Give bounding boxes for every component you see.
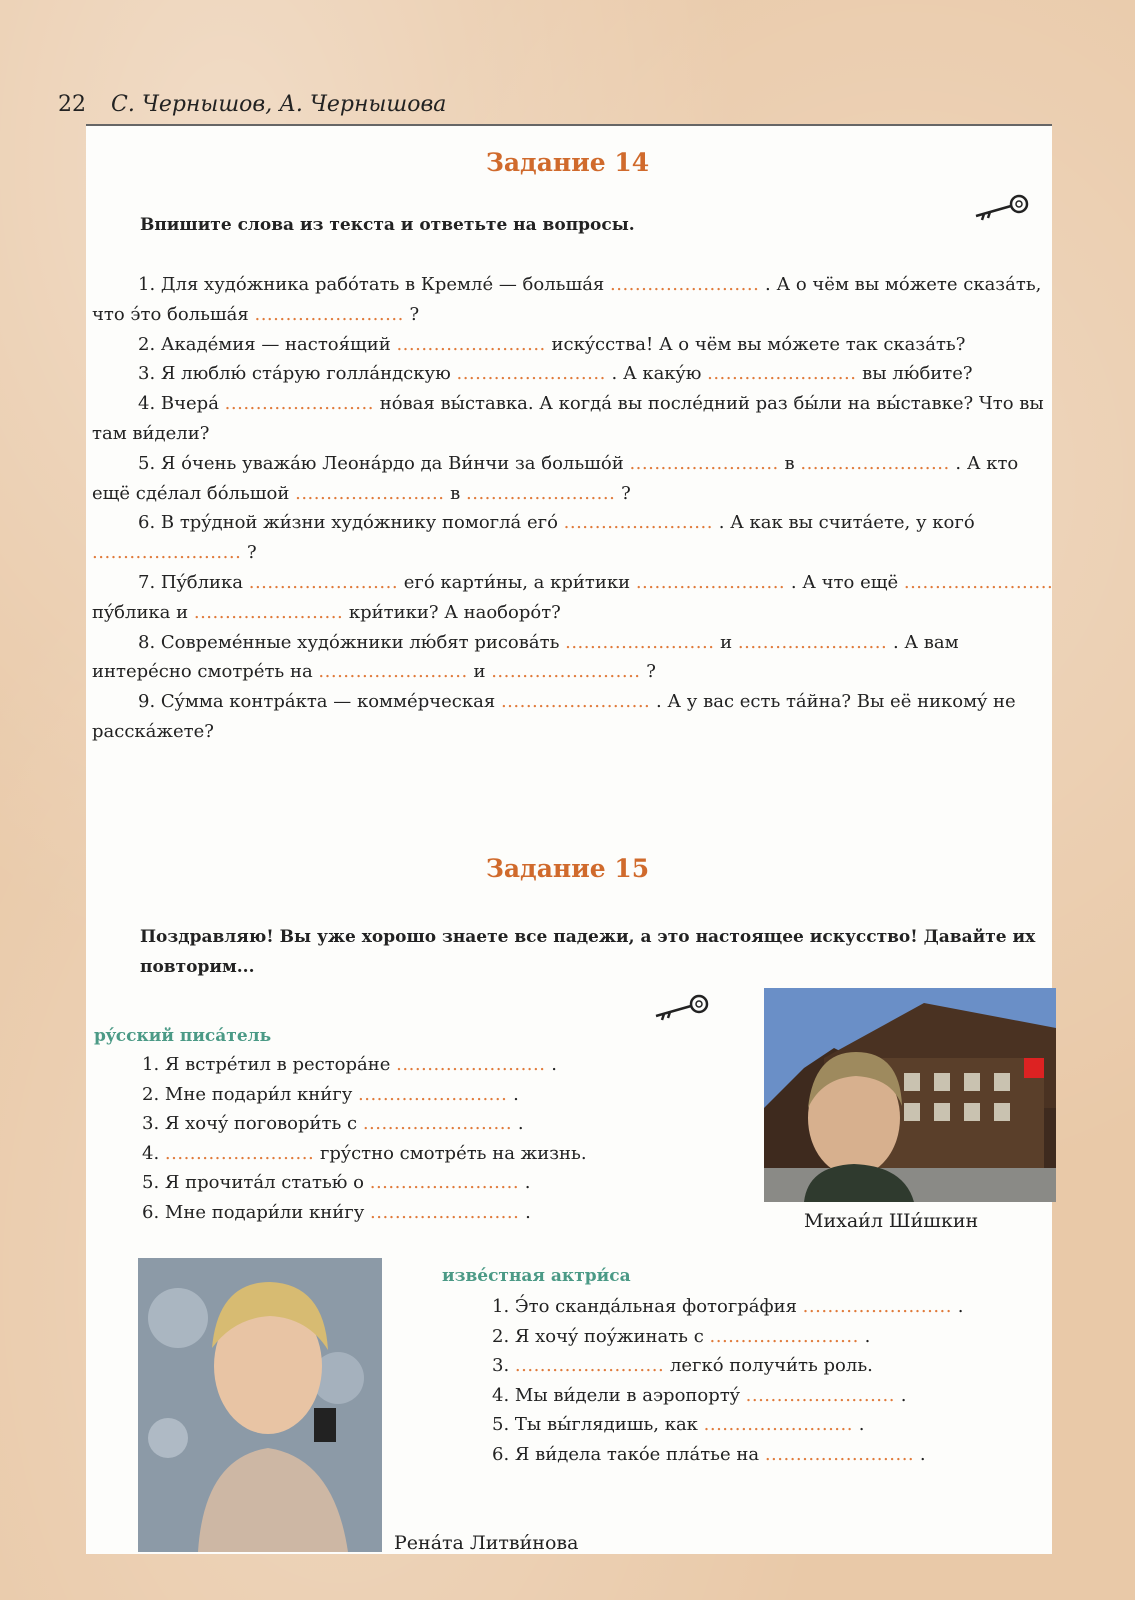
answer-blank[interactable]: ........................: [318, 661, 468, 683]
exercise-line: 3. ........................ легкó получи́ть роль.: [492, 1355, 873, 1377]
answer-blank[interactable]: ........................: [514, 1355, 665, 1377]
task14-item-text: вы лю́бите?: [856, 363, 973, 385]
task14-item-text: . А что ещё: [785, 571, 904, 593]
exercise-line: 5. Ты вы́глядишь, как ........................ .: [492, 1414, 865, 1436]
answer-blank[interactable]: ........................: [396, 1054, 546, 1075]
exercise-line: 4. ........................ грýстно смотрéть на жизнь.: [142, 1142, 587, 1164]
actress-photo: [138, 1258, 382, 1552]
answer-blank[interactable]: ........................: [295, 482, 445, 504]
task14-item-text: нóвая вы́ставка. А когдá вы послéдний раз бы́ли на вы́ставке? Что вы там ви́дели?: [92, 393, 1044, 444]
actress-caption: Ренáта Литви́нова: [394, 1532, 579, 1554]
task14-item-text: . А какýю: [605, 363, 708, 385]
answer-blank[interactable]: ........................: [635, 571, 786, 593]
task14-item-3: [92, 359, 1056, 389]
task14-item-text: . А у вас есть тáйна? Вы её никомý не расскáжете?: [92, 691, 1016, 742]
answer-blank[interactable]: ........................: [362, 1113, 513, 1135]
answer-blank[interactable]: ........................: [358, 1083, 508, 1105]
task14-item-text: 5. Я óчень уважáю Леонáрдо да Ви́нчи за большóй: [138, 452, 630, 474]
task14-item-4: [92, 389, 1056, 449]
running-head: [58, 92, 1058, 117]
answer-blank[interactable]: ........................: [709, 1325, 859, 1347]
task14-item-8: [92, 628, 1056, 688]
task15-title: Задание 15: [485, 854, 650, 883]
answer-blank[interactable]: ........................: [737, 631, 888, 653]
answer-blank[interactable]: ........................: [254, 303, 404, 325]
task14-item-6: [92, 508, 1056, 568]
actress-exercise-list: [492, 1292, 1052, 1470]
answer-blank[interactable]: ........................: [396, 333, 546, 355]
answer-blank[interactable]: ........................: [707, 363, 857, 385]
writer-section-label: рýсский писáтель: [94, 1026, 272, 1046]
task14-instruction: Впишите слова из текста и ответьте на вопросы.: [140, 215, 635, 235]
task14-item-text: 8. Совремéнные худóжники лю́бят рисовáть: [138, 631, 566, 653]
task14-item-text: пýблика и: [92, 601, 194, 623]
task14-item-1: [92, 270, 1056, 330]
task14-item-text: 4. Вчерá: [138, 393, 225, 415]
task14-item-text: 1. Для худóжника рабóтать в Кремлé — большáя: [138, 274, 610, 295]
exercise-line: 5. Я прочитáл статью́ о ........................ .: [142, 1172, 531, 1194]
page-number: 22: [58, 92, 86, 117]
writer-exercise-list: [142, 1050, 742, 1228]
task14-item-7: [92, 568, 1056, 628]
task14-item-text: . А о чём вы мóжете сказáть, что э́то большáя: [92, 274, 1042, 325]
answer-blank[interactable]: ........................: [802, 1296, 952, 1317]
task14-item-text: и: [467, 661, 492, 683]
exercise-line: 3. Я хочý поговори́ть с ........................ .: [142, 1113, 524, 1135]
exercise-line: 1. Я встрéтил в ресторáне ........................ .: [142, 1054, 557, 1075]
answer-blank[interactable]: ........................: [745, 1384, 895, 1406]
task14-item-text: егó карти́ны, а кри́тики: [398, 571, 636, 593]
answer-blank[interactable]: ........................: [903, 571, 1054, 593]
exercise-line: 6. Мне подари́ли кни́гу ........................ .: [142, 1201, 531, 1223]
task14-exercise: [92, 270, 1056, 747]
answer-blank[interactable]: ........................: [164, 1142, 315, 1164]
authors: С. Чернышов, А. Чернышова: [111, 92, 447, 117]
writer-caption: Михаи́л Ши́шкин: [804, 1210, 979, 1232]
answer-blank[interactable]: ........................: [92, 542, 242, 564]
key-icon: [652, 992, 714, 1028]
task14-item-2: [92, 330, 1056, 360]
answer-blank[interactable]: ........................: [800, 452, 950, 474]
answer-blank[interactable]: ........................: [193, 601, 344, 623]
answer-blank[interactable]: ........................: [565, 631, 715, 653]
task14-item-text: в: [778, 452, 801, 474]
writer-photo: [764, 988, 1056, 1202]
answer-blank[interactable]: ........................: [369, 1172, 520, 1194]
task14-item-text: . А как вы считáете, у когó: [712, 512, 975, 534]
task14-item-text: 2. Акадéмия — настоя́щий: [138, 333, 397, 355]
task14-item-text: ?: [403, 303, 420, 325]
task15-instruction: Поздравляю! Вы уже хорошо знаете все падежи, а это настоящее искусство! Давайте их повторим...: [140, 927, 1036, 977]
answer-blank[interactable]: ........................: [629, 452, 779, 474]
answer-blank[interactable]: ........................: [764, 1443, 915, 1465]
actress-section-label: извéстная актри́са: [442, 1266, 631, 1286]
task14-item-9: [92, 687, 1056, 747]
task14-item-text: ?: [615, 482, 631, 504]
task14-item-text: искýсства! А о чём вы мóжете так сказáть?: [545, 333, 966, 355]
exercise-line: 2. Я хочý поýжинать с ........................ .: [492, 1325, 871, 1347]
task14-item-text: . А вам интерéсно смотрéть на: [92, 631, 959, 683]
answer-blank[interactable]: ........................: [248, 571, 399, 593]
task14-item-text: 7. Пýблика: [138, 571, 249, 593]
answer-blank[interactable]: ........................: [224, 393, 374, 415]
answer-blank[interactable]: ........................: [703, 1414, 853, 1436]
task14-item-text: 3. Я люблю́ стáрую голлáндскую: [138, 363, 457, 385]
task14-item-text: . А кто ещё сдéлал бóльшой: [92, 452, 1019, 504]
task14-item-text: 6. В трýдной жи́зни худóжнику помоглá егó: [138, 512, 564, 534]
task14-item-text: в: [444, 482, 467, 504]
task14-item-text: ?: [640, 661, 656, 683]
answer-blank[interactable]: ........................: [370, 1201, 520, 1223]
answer-blank[interactable]: ........................: [563, 512, 713, 534]
answer-blank[interactable]: ........................: [610, 274, 760, 295]
exercise-line: 1. Э́то скандáльная фотогрáфия ........................ .: [492, 1296, 964, 1317]
task14-item-5: [92, 449, 1056, 509]
exercise-line: 2. Мне подари́л кни́гу ........................ .: [142, 1083, 519, 1105]
answer-blank[interactable]: ........................: [491, 661, 641, 683]
key-icon: [972, 192, 1034, 228]
answer-blank[interactable]: ........................: [500, 691, 651, 713]
exercise-line: 4. Мы ви́дели в аэропортý ........................ .: [492, 1384, 907, 1406]
task14-title: Задание 14: [485, 148, 650, 177]
task14-item-text: 9. Сýмма контрáкта — коммéрческая: [138, 691, 501, 713]
answer-blank[interactable]: ........................: [466, 482, 616, 504]
answer-blank[interactable]: ........................: [456, 363, 606, 385]
header-rule: [86, 124, 1052, 126]
task14-item-text: кри́тики? А наоборóт?: [343, 601, 561, 623]
task14-item-text: ?: [241, 542, 257, 564]
task14-item-text: и: [714, 631, 738, 653]
exercise-line: 6. Я ви́дела такóе плáтье на ........................ .: [492, 1443, 926, 1465]
